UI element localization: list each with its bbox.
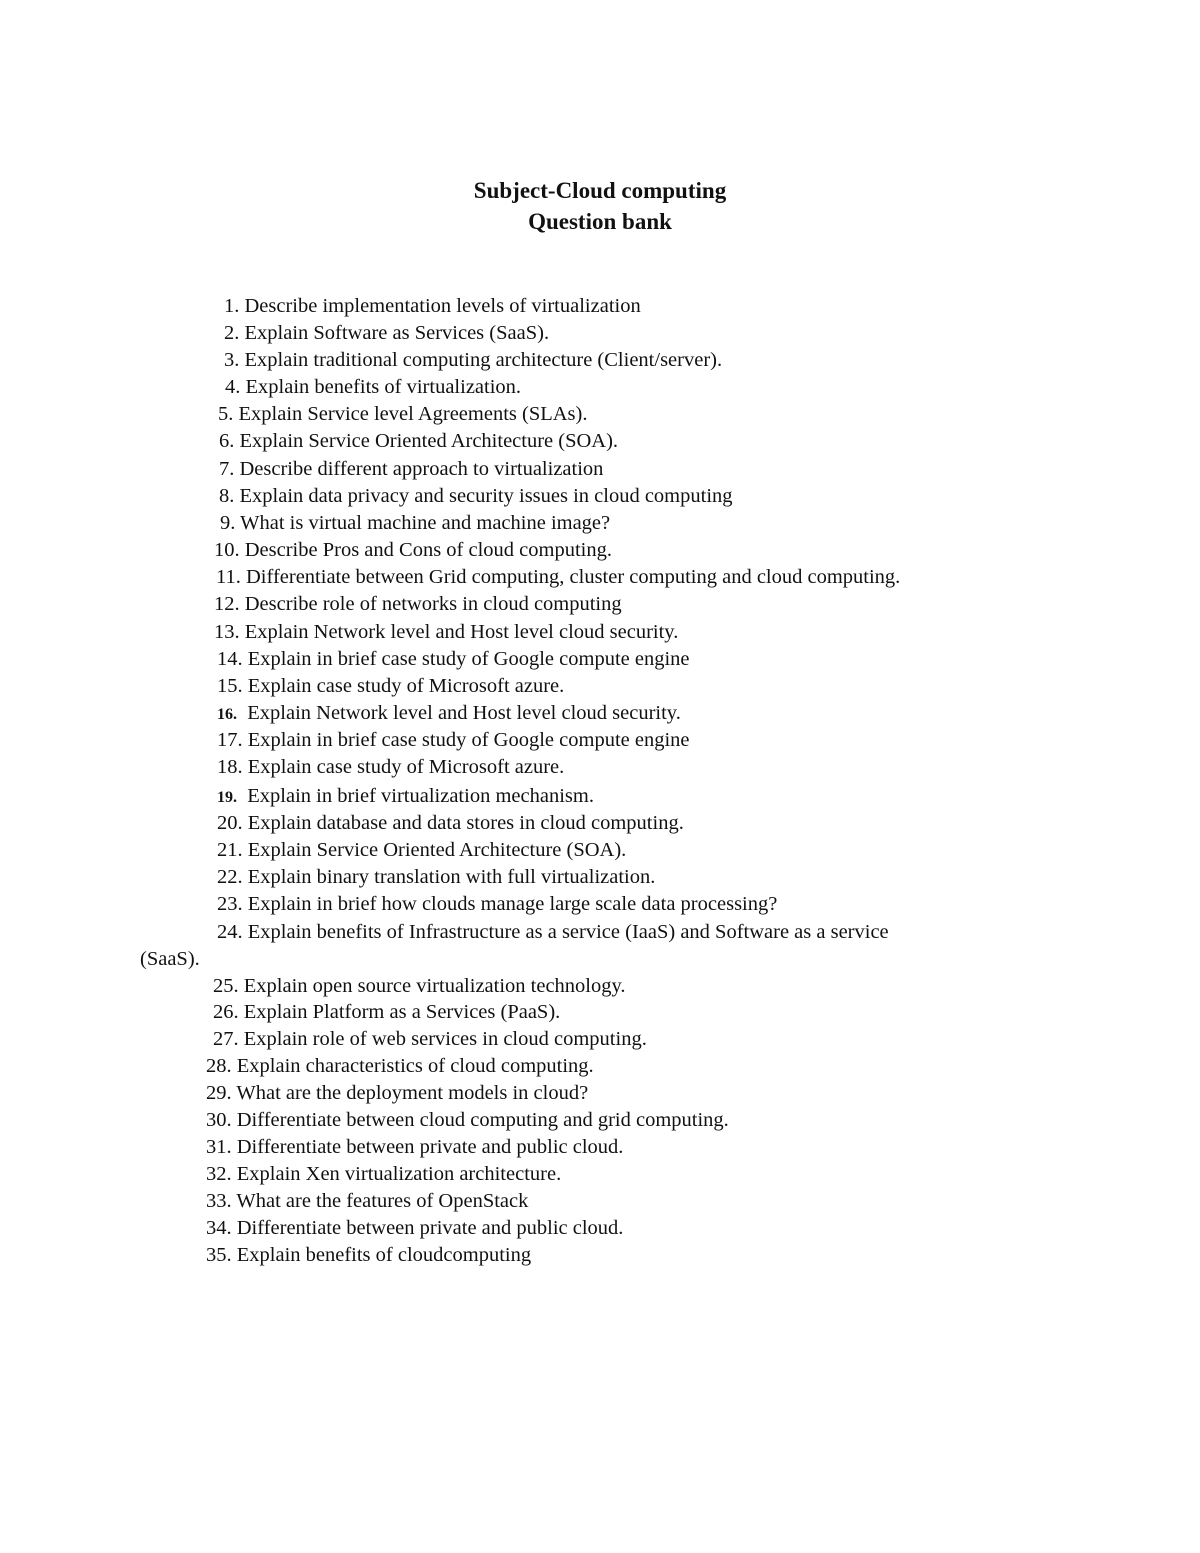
question-item: 3. Explain traditional computing architecture (Client/server).: [224, 349, 723, 371]
question-item: 30. Differentiate between cloud computing and grid computing.: [206, 1109, 729, 1131]
question-item: 2. Explain Software as Services (SaaS).: [224, 322, 550, 344]
question-item: 23. Explain in brief how clouds manage large scale data processing?: [217, 893, 778, 915]
question-item: 6. Explain Service Oriented Architecture (SOA).: [219, 430, 619, 452]
page-title: Question bank: [528, 209, 672, 234]
question-item: 11. Differentiate between Grid computing, cluster computing and cloud computing.: [216, 566, 901, 588]
question-item: 25. Explain open source virtualization technology.: [213, 975, 626, 997]
question-item: 35. Explain benefits of cloudcomputing: [206, 1244, 532, 1266]
question-item: 24. Explain benefits of Infrastructure as a service (IaaS) and Software as a service: [217, 921, 889, 943]
question-item: 15. Explain case study of Microsoft azure.: [217, 675, 565, 697]
question-item: 7. Describe different approach to virtualization: [219, 458, 604, 480]
question-item: 32. Explain Xen virtualization architecture.: [206, 1163, 562, 1185]
question-item: 8. Explain data privacy and security issues in cloud computing: [219, 485, 733, 507]
subject-heading: Subject-Cloud computing: [473, 178, 727, 203]
question-item: 34. Differentiate between private and public cloud.: [206, 1217, 624, 1239]
question-item: 4. Explain benefits of virtualization.: [225, 376, 522, 398]
question-item: 21. Explain Service Oriented Architecture (SOA).: [217, 839, 627, 861]
question-item: 10. Describe Pros and Cons of cloud computing.: [214, 539, 612, 561]
question-item: 20. Explain database and data stores in cloud computing.: [217, 812, 684, 834]
question-item: 13. Explain Network level and Host level cloud security.: [214, 621, 679, 643]
question-item: 9. What is virtual machine and machine image?: [220, 512, 611, 534]
question-item: 5. Explain Service level Agreements (SLAs).: [218, 403, 588, 425]
question-item: 18. Explain case study of Microsoft azure.: [217, 756, 565, 778]
question-item: 33. What are the features of OpenStack: [206, 1190, 529, 1212]
question-item: 16. Explain Network level and Host level cloud security.: [217, 702, 681, 724]
question-item: 17. Explain in brief case study of Google compute engine: [217, 729, 690, 751]
question-item: 1. Describe implementation levels of virtualization: [224, 295, 641, 317]
question-item: 22. Explain binary translation with full virtualization.: [217, 866, 656, 888]
question-item: 26. Explain Platform as a Services (PaaS).: [213, 1001, 561, 1023]
question-item: 28. Explain characteristics of cloud computing.: [206, 1055, 594, 1077]
question-item-continuation: (SaaS).: [140, 948, 200, 970]
question-item: 14. Explain in brief case study of Google compute engine: [217, 648, 690, 670]
question-item: 27. Explain role of web services in cloud computing.: [213, 1028, 647, 1050]
question-item: 19. Explain in brief virtualization mechanism.: [217, 785, 594, 807]
question-item: 31. Differentiate between private and public cloud.: [206, 1136, 624, 1158]
question-item: 12. Describe role of networks in cloud computing: [214, 593, 622, 615]
question-item: 29. What are the deployment models in cloud?: [206, 1082, 589, 1104]
